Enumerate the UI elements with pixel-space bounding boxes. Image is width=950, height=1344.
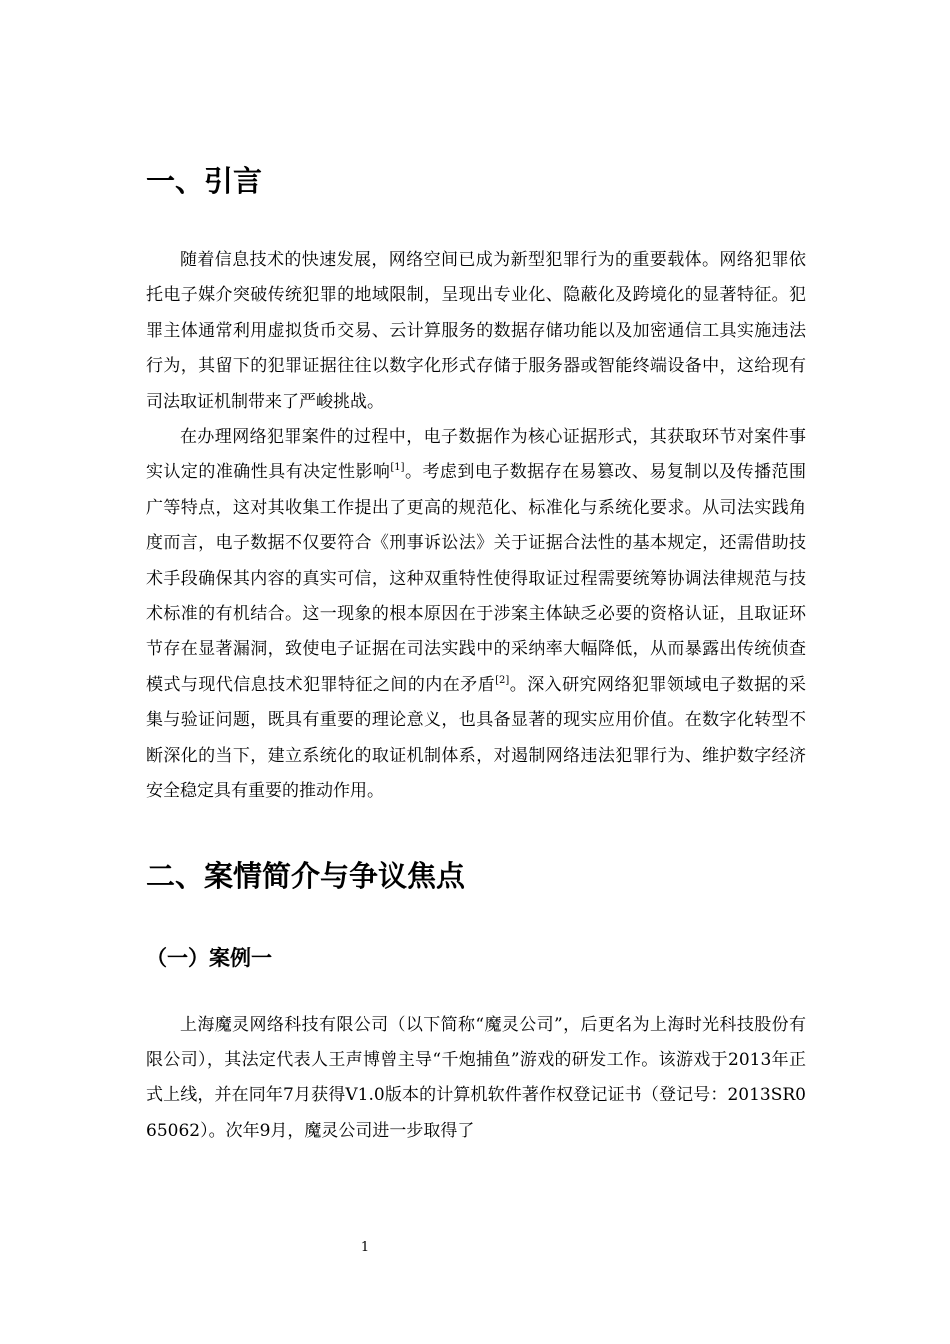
- paragraph-intro-2-text-b: 。考虑到电子数据存在易篡改、易复制以及传播范围广等特点，这对其收集工作提出了更高的规范化、标准化与系统化要求。从司法实践角度而言，电子数据不仅要符合《刑事诉讼法》关于证据合法性的基本规定，还需借助技术手段确保其内容的真实可信，这种双重特性使得取证过程需要统筹协调法律规范与技术标准的有机结合。这一现象的根本原因在于涉案主体缺乏必要的资格认证，且取证环节存在显著漏洞，致使电子证据在司法实践中的采纳率大幅降低，从而暴露出传统侦查模式与现代信息技术犯罪特征之间的内在矛盾: [146, 462, 807, 695]
- section-heading-case-overview: 二、案情简介与争议焦点: [146, 858, 466, 893]
- paragraph-intro-2: [146, 420, 806, 809]
- paragraph-intro-2-text-c: 。深入研究网络犯罪领域电子数据的采集与验证问题，既具有重要的理论意义，也具备显著的现实应用价值。在数字化转型不断深化的当下，建立系统化的取证机制体系，对遏制网络违法犯罪行为、维护数字经济安全稳定具有重要的推动作用。: [146, 674, 807, 802]
- paragraph-intro-1: 随着信息技术的快速发展，网络空间已成为新型犯罪行为的重要载体。网络犯罪依托电子媒介突破传统犯罪的地域限制，呈现出专业化、隐蔽化及跨境化的显著特征。犯罪主体通常利用虚拟货币交易、云计算服务的数据存储功能以及加密通信工具实施违法行为，其留下的犯罪证据往往以数字化形式存储于服务器或智能终端设备中，这给现有司法取证机制带来了严峻挑战。: [146, 250, 806, 412]
- section-heading-introduction: 一、引言: [146, 164, 263, 198]
- page-number: 1: [360, 1240, 370, 1255]
- citation-ref-1: [1]: [390, 462, 405, 474]
- paragraph-intro-2-text-a: 在办理网络犯罪案件的过程中，电子数据作为核心证据形式，其获取环节对案件事实认定的准确性具有决定性影响: [146, 427, 806, 483]
- paragraph-case-1: 上海魔灵网络科技有限公司（以下简称“魔灵公司”，后更名为上海时光科技股份有限公司），其法定代表人王声博曾主导“千炮捕鱼”游戏的研发工作。该游戏于2013年正式上线，并在同年7月获得V1.0版本的计算机软件著作权登记证书（登记号：2013SR065062）。次年9月，魔灵公司进一步取得了: [146, 1014, 806, 1141]
- subsection-heading-case-1: （一）案例一: [146, 945, 272, 970]
- citation-ref-2: [2]: [495, 674, 510, 686]
- page-content: [146, 155, 806, 1149]
